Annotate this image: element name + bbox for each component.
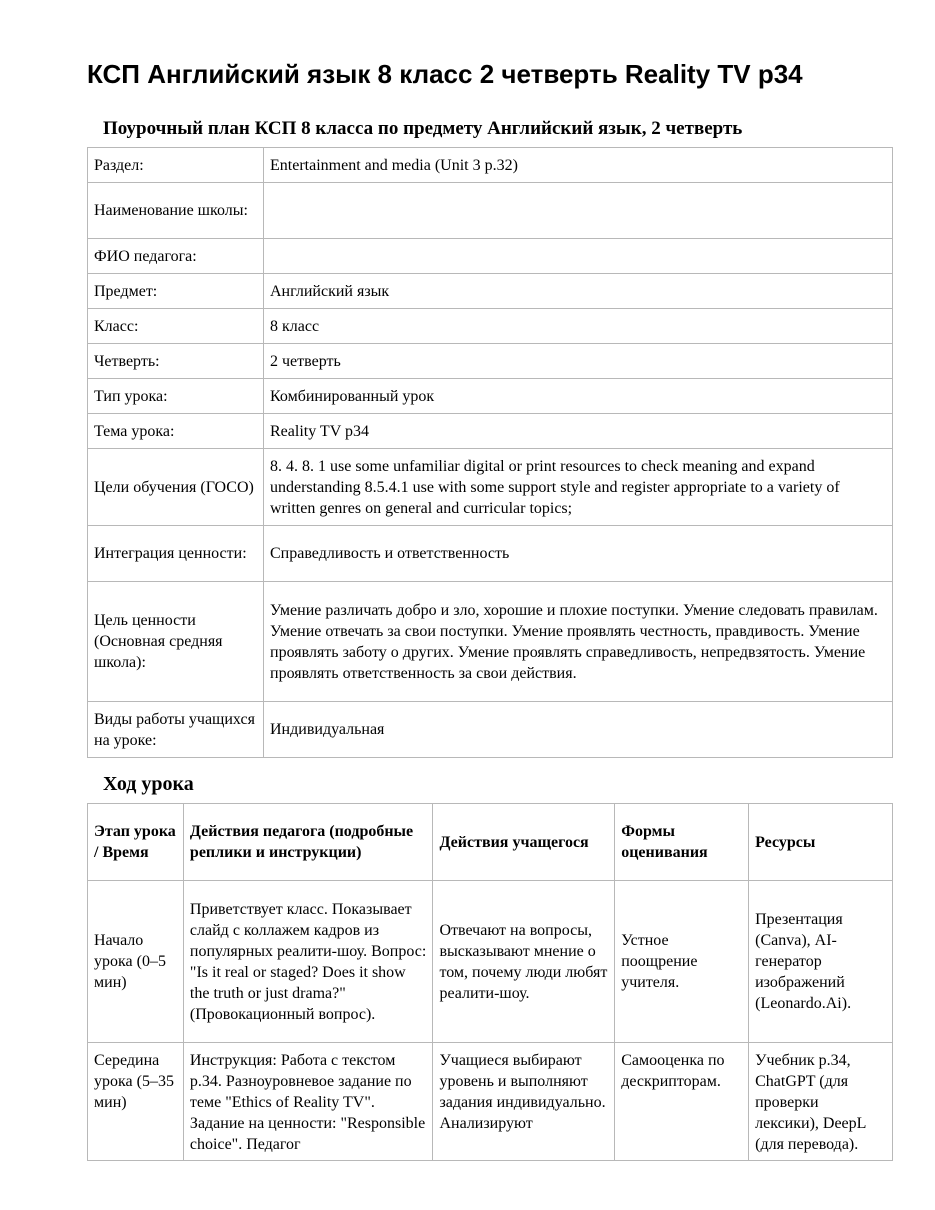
lesson-cell-student: Учащиеся выбирают уровень и выполняют задания индивидуально. Анализируют (433, 1043, 615, 1161)
info-key: Класс: (88, 309, 264, 344)
info-key: Наименование школы: (88, 183, 264, 239)
info-row (88, 582, 893, 702)
info-key: Предмет: (88, 274, 264, 309)
info-row (88, 183, 893, 239)
lesson-cell-student: Отвечают на вопросы, высказывают мнение о том, почему люди любят реалити-шоу. (433, 881, 615, 1043)
info-value: 2 четверть (264, 344, 893, 379)
column-header: Ресурсы (749, 804, 893, 881)
info-value: Английский язык (264, 274, 893, 309)
info-value (264, 183, 893, 239)
column-header: Действия педагога (подробные реплики и инструкции) (183, 804, 433, 881)
lesson-cell-teacher: Приветствует класс. Показывает слайд с коллажем кадров из популярных реалити-шоу. Вопрос: "Is it real or staged? Does it show the truth or just drama?" (Провокационный вопрос). (183, 881, 433, 1043)
info-key: Интеграция ценности: (88, 526, 264, 582)
lesson-row (88, 881, 893, 1043)
info-row (88, 148, 893, 183)
lesson-cell-resources: Учебник p.34, ChatGPT (для проверки лексики), DeepL (для перевода). (749, 1043, 893, 1161)
info-value: Умение различать добро и зло, хорошие и плохие поступки. Умение следовать правилам. Умение отвечать за свои поступки. Умение проявлять честность, правдивость. Умение проявлять заботу о других. Умение проявлять справедливость, непредвзятость. Умение проявлять ответственность за свои действия. (264, 582, 893, 702)
info-key: Раздел: (88, 148, 264, 183)
lesson-cell-resources: Презентация (Canva), AI-генератор изображений (Leonardo.Ai). (749, 881, 893, 1043)
info-row (88, 414, 893, 449)
info-key: Четверть: (88, 344, 264, 379)
info-row (88, 526, 893, 582)
column-header: Этап урока / Время (88, 804, 184, 881)
info-key: Тип урока: (88, 379, 264, 414)
info-value: 8 класс (264, 309, 893, 344)
lesson-info-table (87, 147, 893, 758)
info-value: Справедливость и ответственность (264, 526, 893, 582)
document-title: КСП Английский язык 8 класс 2 четверть Reality TV p34 (87, 59, 803, 89)
column-header: Формы оценивания (615, 804, 749, 881)
info-value: Индивидуальная (264, 702, 893, 758)
info-key: Цели обучения (ГОСО) (88, 449, 264, 526)
info-value (264, 239, 893, 274)
info-row (88, 379, 893, 414)
info-key: Виды работы учащихся на уроке: (88, 702, 264, 758)
info-row (88, 309, 893, 344)
plan-heading: Поурочный план КСП 8 класса по предмету Английский язык, 2 четверть (103, 118, 743, 139)
info-row (88, 274, 893, 309)
info-value: Entertainment and media (Unit 3 p.32) (264, 148, 893, 183)
info-row (88, 702, 893, 758)
lesson-header-row (88, 804, 893, 881)
lesson-cell-teacher: Инструкция: Работа с текстом p.34. Разноуровневое задание по теме "Ethics of Reality TV". Задание на ценности: "Responsible choice". Педагог (183, 1043, 433, 1161)
lesson-cell-assessment: Самооценка по дескрипторам. (615, 1043, 749, 1161)
info-key: ФИО педагога: (88, 239, 264, 274)
info-value: 8. 4. 8. 1 use some unfamiliar digital or print resources to check meaning and expand understanding 8.5.4.1 use with some support style and register appropriate to a variety of written genres on general and curricular topics; (264, 449, 893, 526)
info-key: Цель ценности (Основная средняя школа): (88, 582, 264, 702)
info-row (88, 344, 893, 379)
info-value: Комбинированный урок (264, 379, 893, 414)
info-key: Тема урока: (88, 414, 264, 449)
info-value: Reality TV p34 (264, 414, 893, 449)
lesson-heading: Ход урока (103, 773, 194, 795)
lesson-row (88, 1043, 893, 1161)
lesson-cell-stage: Середина урока (5–35 мин) (88, 1043, 184, 1161)
lesson-flow-table (87, 803, 893, 1161)
lesson-cell-assessment: Устное поощрение учителя. (615, 881, 749, 1043)
column-header: Действия учащегося (433, 804, 615, 881)
lesson-cell-stage: Начало урока (0–5 мин) (88, 881, 184, 1043)
info-row (88, 239, 893, 274)
info-row (88, 449, 893, 526)
